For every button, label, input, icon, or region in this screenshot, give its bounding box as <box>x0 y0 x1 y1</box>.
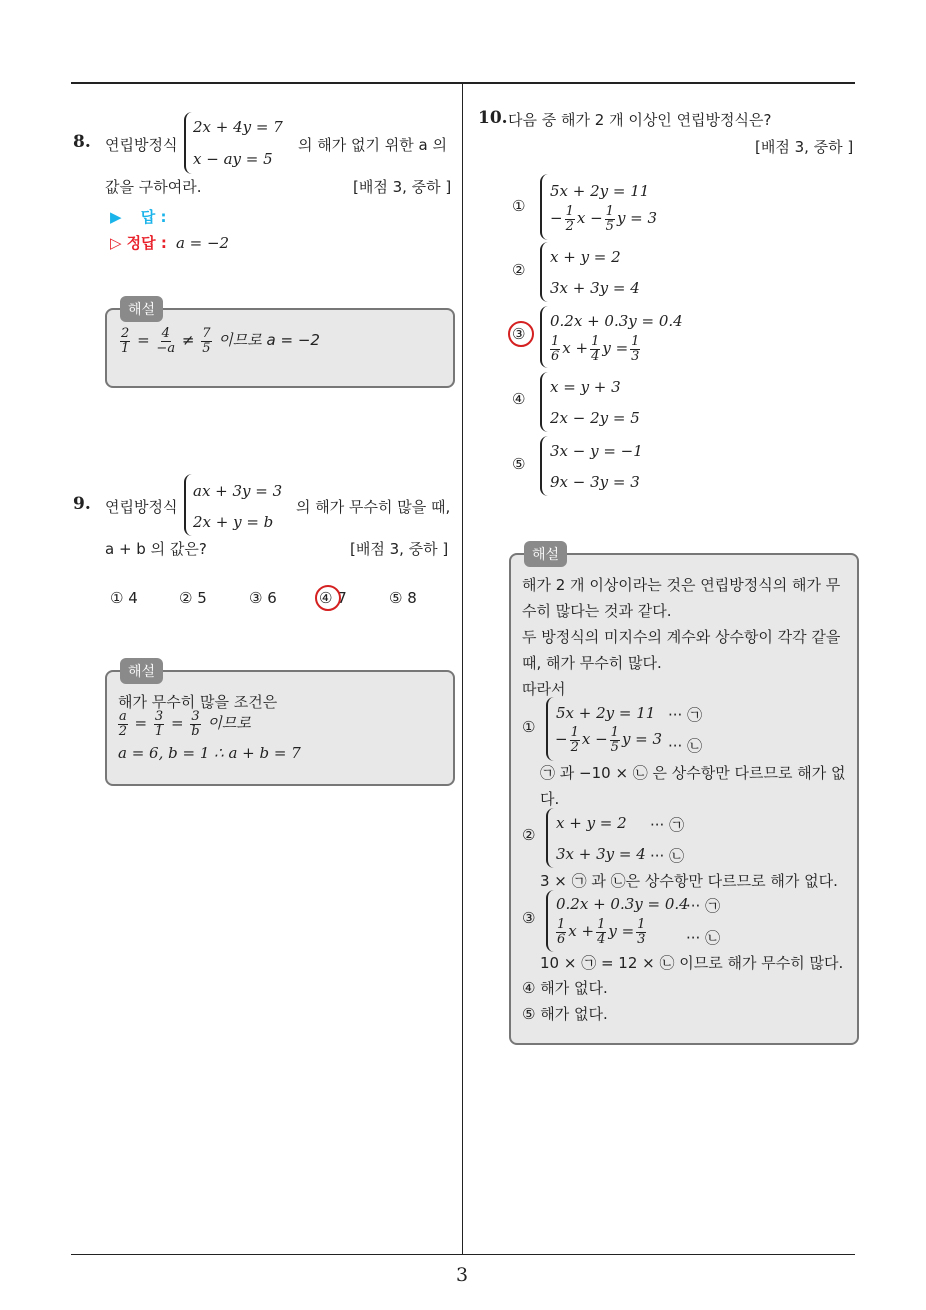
q8-answer-row <box>110 206 167 227</box>
q9-choice-1[interactable]: ① 4 <box>110 589 138 607</box>
q9-line2: a + b 의 값은? <box>105 540 207 558</box>
q9-tail: 의 해가 무수히 많을 때, <box>296 498 451 516</box>
page-number: 3 <box>456 1264 469 1286</box>
q10-option-5-eq2: 9x − 3y = 3 <box>550 473 640 491</box>
q10-sol-p2: 수히 많다는 것과 같다. <box>522 602 672 620</box>
q10-sol-4: ④ 해가 없다. <box>522 979 608 997</box>
bottom-rule <box>71 1254 855 1255</box>
q10-option-1-eq1: 5x + 2y = 11 <box>550 182 650 200</box>
q9-solution-line3: a = 6, b = 1 ∴ a + b = 7 <box>118 744 301 762</box>
q8-solution-line: $\frac{2}{1}$ = $\frac{4}{-a}$ ≠ $\frac{7}{5}$ 이므로 a = −2 <box>121 326 320 356</box>
q10-sol-3-mark-b: ··· ㉡ <box>686 929 721 947</box>
q10-option-4-brace <box>540 372 550 432</box>
q10-option-1-brace <box>540 174 550 240</box>
q10-sol-1-mark-a: ··· ㉠ <box>668 706 703 724</box>
q10-option-3-eq1: 0.2x + 0.3y = 0.4 <box>550 312 683 330</box>
q10-sol-1-label: ① <box>522 718 536 736</box>
q10-sol-p3: 두 방정식의 미지수의 계수와 상수항이 각각 같을 <box>522 628 841 646</box>
q8-score: [배점 3, 중하 ] <box>353 178 452 196</box>
q10-sol-p1: 해가 2 개 이상이라는 것은 연립방정식의 해가 무 <box>522 576 841 594</box>
answer-arrow-icon: ▶ <box>110 208 122 226</box>
q9-solution-line2: $\frac{a}{2}$ = $\frac{3}{1}$ = $\frac{3}{b}$ 이므로 <box>118 709 251 739</box>
q9-lead: 연립방정식 <box>105 498 178 516</box>
q8-f1-den: 1 <box>121 340 130 356</box>
q9-solution-line1: 해가 무수히 많을 조건은 <box>118 693 278 711</box>
q9-selected-mark-icon <box>315 585 341 611</box>
q10-sol-1-eq2: − $\frac{1}{2}$ x − $\frac{1}{5}$ y = 3 <box>555 725 663 755</box>
q10-sol-1-note1: ㉠ 과 −10 × ㉡ 은 상수항만 다르므로 해가 없 <box>540 764 846 782</box>
q8-lead: 연립방정식 <box>105 136 178 154</box>
q10-option-5-eq1: 3x − y = −1 <box>550 442 643 460</box>
column-divider <box>462 84 463 1255</box>
q10-option-3-label[interactable]: ③ <box>512 325 526 343</box>
q8-number: 8. <box>73 132 91 152</box>
q10-option-2-eq2: 3x + 3y = 4 <box>550 279 640 297</box>
q10-sol-1-eq1: 5x + 2y = 11 <box>556 704 656 722</box>
q10-sol-2-eq2: 3x + 3y = 4 <box>556 845 646 863</box>
q10-number: 10. <box>478 108 508 128</box>
q10-sol-2-mark-b: ··· ㉡ <box>650 847 685 865</box>
q9-f1-num: a <box>119 709 127 724</box>
q9-f2-num: 3 <box>154 709 164 724</box>
q9-choice-2[interactable]: ② 5 <box>179 589 207 607</box>
q10-solution-tag: 해설 <box>524 541 567 567</box>
q10-option-2-eq1: x + y = 2 <box>550 248 621 266</box>
q9-choice-3[interactable]: ③ 6 <box>249 589 277 607</box>
q10-sol-3-label: ③ <box>522 909 536 927</box>
q9-f1-den: 2 <box>118 723 128 739</box>
q10-option-1-label[interactable]: ① <box>512 197 526 215</box>
q10-sol-2-label: ② <box>522 826 536 844</box>
q8-eq1: 2x + 4y = 7 <box>193 118 283 136</box>
q8-f2-den: −a <box>156 340 176 356</box>
q10-option-3-eq2: $\frac{1}{6}$ x + $\frac{1}{4}$ y = $\frac{1}{3}$ <box>551 334 640 364</box>
q8-f1-num: 2 <box>121 326 130 341</box>
q10-option-4-label[interactable]: ④ <box>512 390 526 408</box>
q10-sol-p4: 때, 해가 무수히 많다. <box>522 654 662 672</box>
q8-line2: 값을 구하여라. <box>105 178 202 196</box>
q10-sol-2-mark-a: ··· ㉠ <box>650 816 685 834</box>
q10-sol-2-brace <box>546 808 556 868</box>
q8-f3-den: 5 <box>202 340 211 356</box>
q9-solution-tag: 해설 <box>120 658 163 684</box>
q10-sol-3-note: 10 × ㉠ = 12 × ㉡ 이므로 해가 무수히 많다. <box>540 954 844 972</box>
q10-option-4-eq2: 2x − 2y = 5 <box>550 409 640 427</box>
q10-sol-3-mark-a: ··· ㉠ <box>686 897 721 915</box>
q8-tail: 의 해가 없기 위한 a 의 <box>298 136 447 154</box>
q8-f2-num: 4 <box>161 326 170 341</box>
q10-sol-2-eq1: x + y = 2 <box>556 814 627 832</box>
q10-option-4-eq1: x = y + 3 <box>550 378 621 396</box>
q10-sol-3-eq2: $\frac{1}{6}$ x + $\frac{1}{4}$ y = $\frac{1}{3}$ <box>557 917 646 947</box>
q10-score: [배점 3, 중하 ] <box>755 138 854 156</box>
q8-correct-row <box>110 232 229 253</box>
q8-answer-label: 답 : <box>140 208 167 226</box>
q8-correct-value: a = −2 <box>175 234 230 252</box>
q10-selected-mark-icon <box>508 321 534 347</box>
q10-option-2-brace <box>540 242 550 302</box>
q9-f3-den: b <box>191 723 200 739</box>
q10-sol-1-mark-b: ··· ㉡ <box>668 737 703 755</box>
q9-f3-num: 3 <box>191 709 200 724</box>
q8-correct-label: 정답 : <box>126 234 167 252</box>
q9-choice-4[interactable]: ④ 7 <box>319 589 347 607</box>
q10-sol-2-note: 3 × ㉠ 과 ㉡은 상수항만 다르므로 해가 없다. <box>540 872 838 890</box>
q8-eq2: x − ay = 5 <box>193 150 273 168</box>
q10-question: 다음 중 해가 2 개 이상인 연립방정식은? <box>508 111 772 129</box>
q8-solution-text: 이므로 a = −2 <box>218 331 320 350</box>
q10-sol-5: ⑤ 해가 없다. <box>522 1005 608 1023</box>
q10-option-2-label[interactable]: ② <box>512 261 526 279</box>
q10-option-5-label[interactable]: ⑤ <box>512 455 526 473</box>
q10-sol-1-note2: 다. <box>540 790 560 808</box>
q10-option-1-eq2: − $\frac{1}{2}$ x − $\frac{1}{5}$ y = 3 <box>550 204 658 234</box>
q9-eq2: 2x + y = b <box>193 513 274 531</box>
correct-arrow-icon: ▷ <box>110 234 122 252</box>
top-rule <box>71 82 855 84</box>
q9-eq1: ax + 3y = 3 <box>193 482 283 500</box>
q8-solution-tag: 해설 <box>120 296 163 322</box>
q9-solution-line2-tail: 이므로 <box>207 714 251 733</box>
q10-option-5-brace <box>540 436 550 496</box>
q10-sol-p5: 따라서 <box>522 680 566 698</box>
q9-score: [배점 3, 중하 ] <box>350 540 449 558</box>
q9-f2-den: 1 <box>154 723 164 739</box>
q9-choice-5[interactable]: ⑤ 8 <box>389 589 417 607</box>
q8-f3-num: 7 <box>202 326 211 341</box>
q10-sol-3-eq1: 0.2x + 0.3y = 0.4 <box>556 895 689 913</box>
q9-number: 9. <box>73 494 91 514</box>
